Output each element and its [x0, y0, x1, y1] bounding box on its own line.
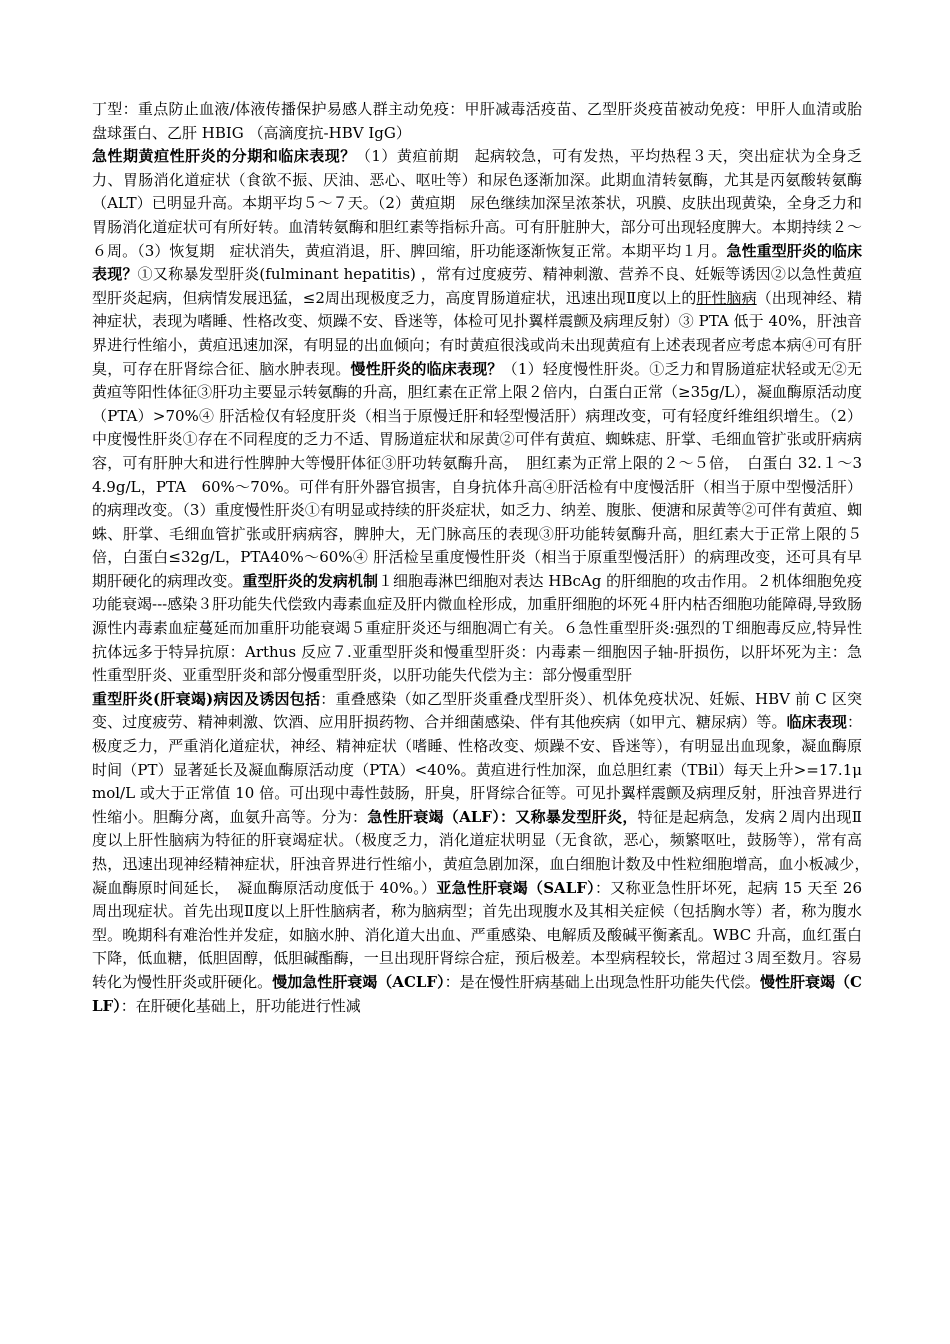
heading-acute-jaundice-hepatitis: 急性期黄疸性肝炎的分期和临床表现？ — [92, 147, 356, 166]
text-run: ：极度乏力，严重消化道症状，神经、精神症状（嗜睡、性格改变、烦躁不安、昏迷等），有明显出血现象，凝血酶原时间（PT）显著延长及凝血酶原活动度（PTA）<40%。黄疸进行性加深，血总胆红素（TBil）每天上升>=17.1μmol/L 或大于正常值 10 倍。可出现中毒性鼓肠，肝臭，肝肾综合征等。可见扑翼样震颤及病理反射，肝浊音界进行性缩小。胆酶分离，血氨升高等。分为： — [92, 713, 862, 826]
text-run: ①又称暴发型肝炎(fulminant hepatitis) ，常有过度疲劳、精神刺激、营养不良、妊娠等诱因②以急性黄疸型肝炎起病，但病情发展迅猛，≤2周出现极度乏力，高度胃肠道症状，迅速出现Ⅱ度以上的 — [92, 265, 862, 307]
text-run: ：又称亚急性肝坏死，起病 15 天至 26 周出现症状。首先出现Ⅱ度以上肝性脑病者，称为脑病型；首先出现腹水及其相关症候（包括胸水等）者，称为腹水型。晚期科有难治性并发症，如脑水肿、消化道大出血、严重感染、电解质及酸碱平衡紊乱。WBC 升高，血红蛋白下降，低血糖，低胆固醇，低胆碱酯酶，一旦出现肝肾综合症，预后极差。本型病程较长，常超过３周至数月。容易转化为慢性肝炎或肝硬化。 — [92, 878, 863, 991]
text-run: （1）轻度慢性肝炎。①乏力和胃肠道症状轻或无②无黄疸等阳性体征③肝功主要显示转氨酶的升高，胆红素在正常上限２倍内，白蛋白正常（≥35g/L），凝血酶原活动度（PTA）>70%④ 肝活检仅有轻度肝炎（相当于原慢迁肝和轻型慢活肝）病理改变，可有轻度纤维组织增生。（2）中度慢性肝炎①存在不同程度的乏力不适、胃肠道症状和尿黄②可伴有黄疸、蜘蛛痣、肝掌、毛细血管扩张或肝病病容，可有肝肿大和进行性脾肿大等慢肝体征③肝功转氨酶升高， 胆红素为正常上限的２～５倍， 白蛋白 32.１～34.9g/L，PTA 60%～70%。可伴有肝外器官损害，自身抗体升高④肝活检有中度慢活肝（相当于原中型慢活肝）的病理改变。（3）重度慢性肝炎①有明显或持续的肝炎症状，如乏力、纳差、腹胀、便溏和尿黄等②可伴有黄疸、蜘蛛、肝掌、毛细血管扩张或肝病病容，脾肿大，无门脉高压的表现③肝功能转氨酶升高，胆红素大于正常上限的５倍，白蛋白≤32g/L，PTA40%～60%④ 肝活检呈重度慢性肝炎（相当于原重型慢活肝）的病理改变，还可具有早期肝硬化的病理改变。 — [92, 359, 862, 590]
heading-clinical-manifestations: 临床表现 — [786, 713, 847, 732]
text-run: ：重叠感染（如乙型肝炎重叠戊型肝炎）、机体免疫状况、妊娠、HBV 前 C 区突变、过度疲劳、精神刺激、饮酒、应用肝损药物、合并细菌感染、伴有其他疾病（如甲亢、糖尿病）等。 — [92, 689, 862, 732]
paragraph-3 — [92, 688, 878, 1018]
paragraph-2 — [92, 145, 862, 688]
document-page — [92, 98, 878, 1018]
heading-acute-severe-hepatitis: 急性重型肝炎的临床表现？ — [92, 241, 862, 284]
heading-clf: 慢性肝衰竭（CLF） — [92, 972, 862, 1015]
text-run: （出现神经、精神症状，表现为嗜睡、性格改变、烦躁不安、昏迷等，体检可见扑翼样震颤及病理反射）③ PTA 低于 40%，肝浊音界进行性缩小，黄疸迅速加深，有明显的出血倾向；有时黄疸很浅或尚未出现黄疸有上述表现者应考虑本病④可有肝臭，可存在肝肾综合征、脑水肿表现。 — [92, 288, 862, 378]
text-run: ：在肝硬化基础上，肝功能进行性减 — [120, 996, 361, 1015]
heading-liver-failure-causes: 重型肝炎(肝衰竭)病因及诱因包括 — [92, 689, 321, 708]
text-run: 丁型：重点防止血液/体液传播保护易感人群主动免疫：甲肝减毒活疫苗、乙型肝炎疫苗被动免疫：甲肝人血清或胎盘球蛋白、乙肝 HBIG （高滴度抗-HBV IgG） — [92, 100, 862, 142]
text-run: 特征是起病急，发病２周内出现Ⅱ度以上肝性脑病为特征的肝衰竭症状。（极度乏力，消化道症状明显（无食欲，恶心，频繁呕吐，鼓肠等），常有高热，迅速出现神经精神症状，肝浊音界进行性缩小，黄疸急剧加深，血白细胞计数及中性粒细胞增高，血小板减少， 凝血酶原时间延长， 凝血酶原活动度低于 40%。） — [92, 807, 878, 897]
text-run: （1）黄疸前期 起病较急，可有发热，平均热程３天，突出症状为全身乏力、胃肠消化道症状（食欲不振、厌油、恶心、呕吐等）和尿色逐渐加深。此期血清转氨酶，尤其是丙氨酸转氨酶（ALT）已明显升高。本期平均５～７天。（2）黄疸期 尿色继续加深呈浓茶状，巩膜、皮肤出现黄染，全身乏力和胃肠消化道症状可有所好转。血清转氨酶和胆红素等指标升高。可有肝脏肿大，部分可出现轻度脾大。本期持续２～６周。（3）恢复期 症状消失，黄疸消退，肝、脾回缩，肝功能逐渐恢复正常。本期平均１月。 — [92, 147, 862, 260]
heading-chronic-hepatitis: 慢性肝炎的临床表现？ — [350, 359, 503, 378]
underlined-term-hepatic-encephalopathy: 肝性脑病 — [696, 288, 757, 307]
text-run: １细胞毒淋巴细胞对表达 HBcAg 的肝细胞的攻击作用。２机体细胞免疫功能衰竭---感染３肝功能失代偿致内毒素血症及肝内微血栓形成，加重肝细胞的坏死４肝内枯否细胞功能障碍,导致肠源性内毒素血症蔓延而加重肝功能衰竭５重症肝炎还与细胞凋亡有关。６急性重型肝炎:强烈的Ｔ细胞毒反应,特异性抗体远多于特异抗原：Arthus 反应７.亚重型肝炎和慢重型肝炎：内毒素－细胞因子轴-肝损伤，以肝坏死为主：急性重型肝炎、亚重型肝炎和部分慢重型肝炎，以肝功能失代偿为主：部分慢重型肝 — [92, 571, 862, 685]
heading-aclf: 慢加急性肝衰竭（ACLF） — [272, 972, 445, 991]
heading-salf: 亚急性肝衰竭（SALF） — [436, 878, 595, 897]
text-run: ：是在慢性肝病基础上出现急性肝功能失代偿。 — [444, 972, 760, 991]
heading-alf: 急性肝衰竭（ALF）：又称暴发型肝炎， — [367, 807, 638, 826]
heading-severe-hepatitis-mechanism: 重型肝炎的发病机制 — [242, 571, 378, 590]
paragraph-1 — [92, 98, 862, 145]
